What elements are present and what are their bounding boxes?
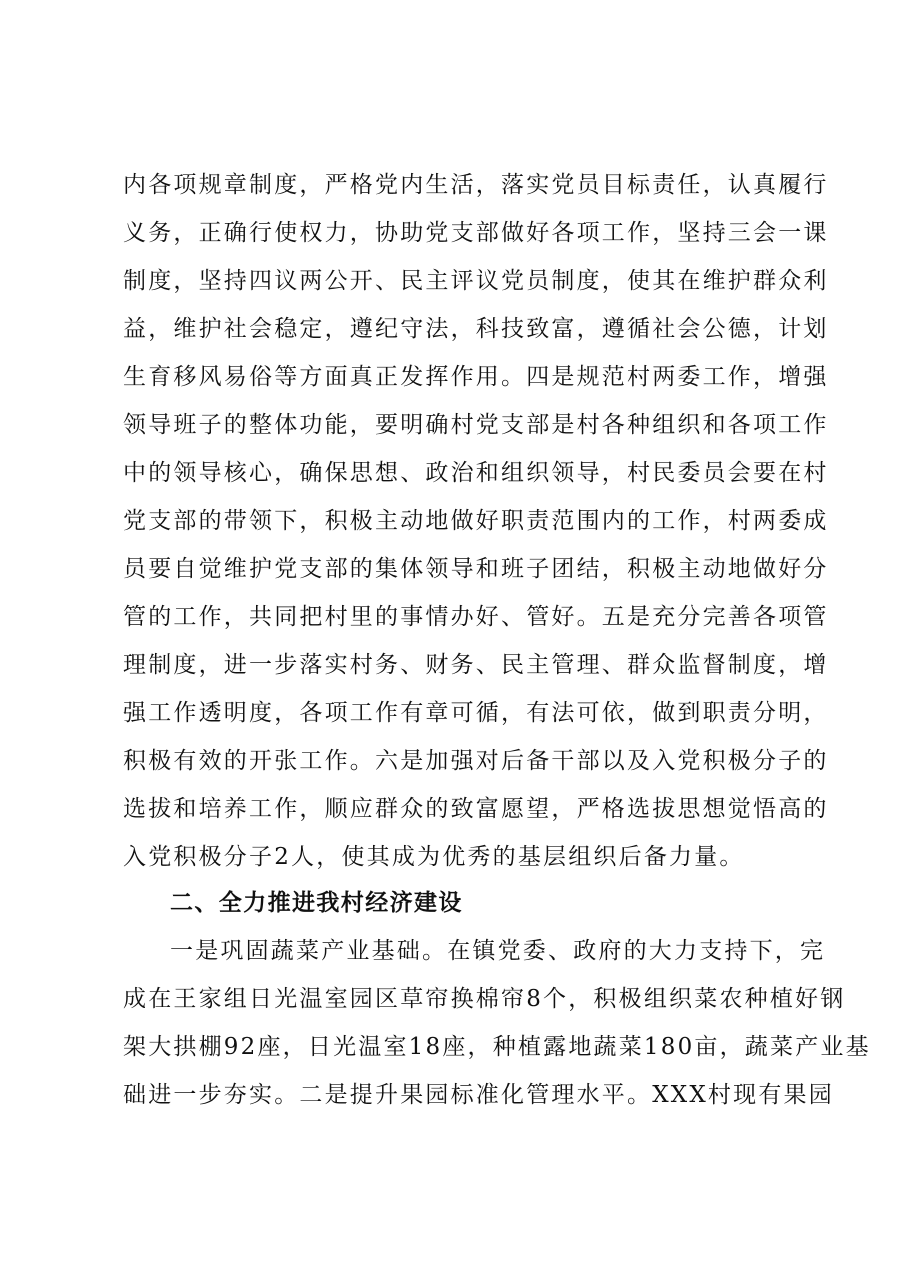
paragraph-line: 一是巩固蔬菜产业基础。在镇党委、政府的大力支持下，完 bbox=[170, 938, 826, 964]
paragraph-line: 成在王家组日光温室园区草帘换棉帘8个，积极组织菜农种植好钢 bbox=[123, 986, 846, 1012]
paragraph-line: 积极有效的开张工作。六是加强对后备干部以及入党积极分子的 bbox=[123, 748, 829, 774]
paragraph-line: 强工作透明度，各项工作有章可循，有法可依，做到职责分明， bbox=[123, 700, 829, 726]
paragraph-line: 制度，坚持四议两公开、民主评议党员制度，使其在维护群众利 bbox=[123, 268, 829, 294]
paragraph-line: 管的工作，共同把村里的事情办好、管好。五是充分完善各项管 bbox=[123, 604, 829, 630]
paragraph-line: 础进一步夯实。二是提升果园标准化管理水平。XXX村现有果园 bbox=[123, 1082, 834, 1108]
paragraph-line: 内各项规章制度，严格党内生活，落实党员目标责任，认真履行 bbox=[123, 172, 829, 198]
paragraph-line: 员要自觉维护党支部的集体领导和班子团结，积极主动地做好分 bbox=[123, 556, 829, 582]
paragraph-line: 入党积极分子2人，使其成为优秀的基层组织后备力量。 bbox=[123, 844, 745, 870]
paragraph-line: 选拔和培养工作，顺应群众的致富愿望，严格选拔思想觉悟高的 bbox=[123, 796, 829, 822]
paragraph-line: 领导班子的整体功能，要明确村党支部是村各种组织和各项工作 bbox=[123, 412, 829, 438]
section-heading: 二、全力推进我村经济建设 bbox=[170, 890, 463, 916]
paragraph-line: 生育移风易俗等方面真正发挥作用。四是规范村两委工作，增强 bbox=[123, 364, 829, 390]
paragraph-line: 益，维护社会稳定，遵纪守法，科技致富，遵循社会公德，计划 bbox=[123, 316, 829, 342]
paragraph-line: 理制度，进一步落实村务、财务、民主管理、群众监督制度，增 bbox=[123, 652, 829, 678]
paragraph-line: 党支部的带领下，积极主动地做好职责范围内的工作，村两委成 bbox=[123, 508, 829, 534]
paragraph-line: 中的领导核心，确保思想、政治和组织领导，村民委员会要在村 bbox=[123, 460, 829, 486]
paragraph-line: 架大拱棚92座，日光温室18座，种植露地蔬菜180亩，蔬菜产业基 bbox=[123, 1034, 871, 1060]
paragraph-line: 义务，正确行使权力，协助党支部做好各项工作，坚持三会一课 bbox=[123, 220, 829, 246]
